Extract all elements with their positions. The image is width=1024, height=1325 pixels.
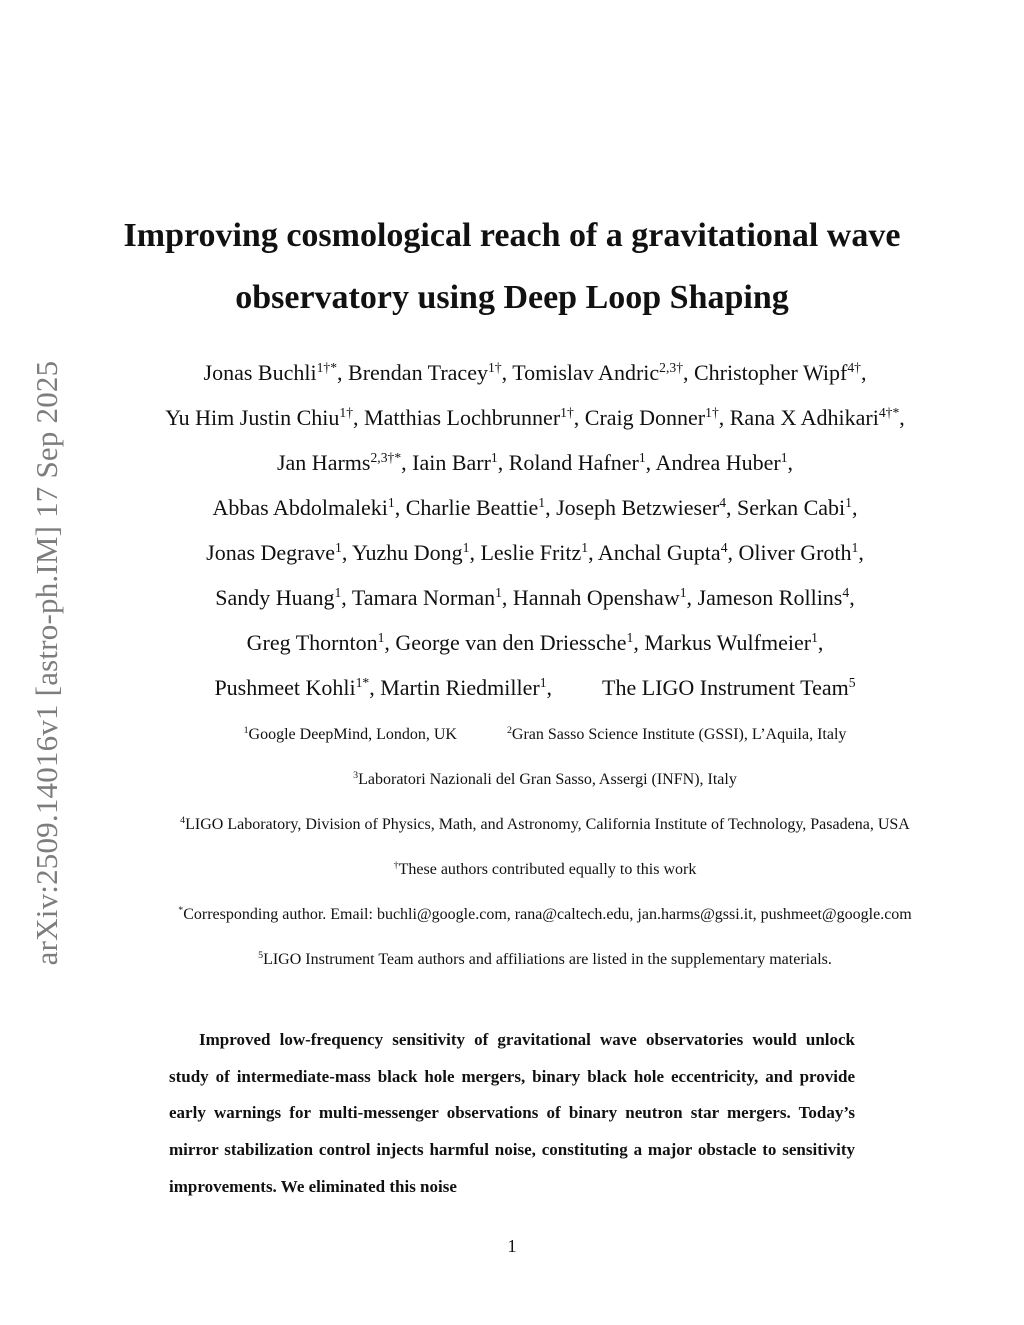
affiliation-marker: 2	[506, 725, 512, 737]
author	[480, 540, 597, 565]
affiliation-marker: 1	[780, 449, 788, 465]
affiliation-marker: 4†*	[878, 404, 900, 420]
author-name: Craig Donner	[584, 405, 706, 430]
author-separator: ,	[401, 450, 413, 475]
author	[412, 450, 509, 475]
author-name: Matthias Lochbrunner	[364, 405, 561, 430]
author-name: Abbas Abdolmaleki	[212, 495, 388, 520]
author	[348, 360, 512, 385]
author-separator: ,	[341, 540, 353, 565]
author-separator: ,	[683, 360, 694, 385]
author-separator: ,	[633, 630, 645, 655]
author-name: Rana X Adhikari	[729, 405, 879, 430]
author	[204, 360, 349, 385]
author-line	[90, 445, 980, 490]
affiliation-marker: 4†	[847, 359, 861, 375]
author-separator: ,	[817, 630, 824, 655]
author	[737, 495, 857, 520]
affiliation-marker: *	[178, 905, 184, 917]
author	[509, 450, 656, 475]
author-name: Anchal Gupta	[597, 540, 721, 565]
affiliation-marker: 4	[719, 494, 727, 510]
author	[730, 405, 905, 430]
affiliation-text: Google DeepMind, London, UK	[248, 726, 457, 743]
affiliation-marker: 1	[490, 449, 498, 465]
author-separator: ,	[545, 495, 557, 520]
author-name: George van den Driessche	[395, 630, 627, 655]
author-name: Sandy Huang	[215, 585, 335, 610]
affiliation-marker: 2,3†	[659, 359, 683, 375]
author-name: Tamara Norman	[351, 585, 496, 610]
affiliation-marker: 1	[811, 629, 818, 645]
author	[698, 585, 855, 610]
author	[206, 540, 352, 565]
author	[694, 360, 866, 385]
author	[364, 405, 585, 430]
affiliations	[80, 722, 1010, 992]
affiliation-marker: 1	[387, 494, 395, 510]
author-name: Martin Riedmiller	[380, 675, 540, 700]
affiliation-5	[80, 947, 1010, 992]
author-name: Oliver Groth	[738, 540, 852, 565]
affiliation-marker: 1	[539, 674, 547, 690]
author-line	[90, 490, 980, 535]
affiliation-marker: 1	[243, 725, 249, 737]
page-number: 1	[507, 1236, 517, 1256]
author-separator: ,	[546, 675, 553, 700]
author-name: Iain Barr	[412, 450, 491, 475]
arxiv-identifier: arXiv:2509.14016v1 [astro-ph.IM] 17 Sep 2025	[29, 360, 64, 966]
affiliation-text: These authors contributed equally to this work	[398, 861, 697, 878]
affiliation-marker: 1	[334, 584, 342, 600]
affiliation-4	[80, 812, 1010, 857]
author-name: Charlie Beattie	[405, 495, 539, 520]
author-list	[90, 355, 980, 715]
author-separator: ,	[726, 495, 738, 520]
author-name: Serkan Cabi	[737, 495, 846, 520]
affiliation-marker: 1	[638, 449, 646, 465]
author-separator: ,	[858, 540, 864, 565]
abstract: Improved low-frequency sensitivity of gravitational wave observatories would unlock study of intermediate-mass black hole mergers, binary black hole eccentricity, and provide early warnings for multi-messenger observations of binary neutron star mergers. Today’s mirror stabilization control injects harmful noise, constituting a major obstacle to sensitivity improvements. We eliminated this noise	[169, 1030, 855, 1196]
author	[602, 675, 856, 700]
affiliation-3	[80, 767, 1010, 812]
affiliation-marker: 1†	[705, 404, 719, 420]
affiliation-marker: †	[393, 860, 399, 872]
affiliation-marker: 1	[495, 584, 502, 600]
author	[277, 450, 412, 475]
affiliation-marker: 1	[581, 539, 589, 555]
author-name: Leslie Fritz	[480, 540, 582, 565]
author-separator: ,	[645, 450, 656, 475]
author-line	[90, 355, 980, 400]
author	[214, 675, 380, 700]
author	[352, 540, 480, 565]
author	[352, 585, 513, 610]
affiliation-marker: 1†	[560, 404, 574, 420]
author-separator: ,	[727, 540, 739, 565]
affiliation-1	[244, 726, 457, 743]
affiliation-text: LIGO Instrument Team authors and affiliations are listed in the supplementary materials.	[263, 951, 832, 968]
affiliation-text: Laboratori Nazionali del Gran Sasso, Assergi (INFN), Italy	[358, 771, 737, 788]
author-separator: ,	[394, 495, 406, 520]
author-separator: ,	[341, 585, 352, 610]
affiliation-marker: 1	[335, 539, 342, 555]
author-name: Brendan Tracey	[348, 360, 488, 385]
author	[215, 585, 352, 610]
author-separator: ,	[860, 360, 867, 385]
equal-contribution-note	[80, 857, 1010, 902]
corresponding-author-note	[80, 902, 1010, 947]
affiliation-marker: 1	[626, 629, 634, 645]
affiliation-marker: 1†	[487, 359, 502, 375]
author-name: Jonas Buchli	[203, 360, 317, 385]
affiliation-marker: 1†*	[316, 359, 338, 375]
author-separator: ,	[787, 450, 794, 475]
author-separator: ,	[501, 360, 513, 385]
author-name: Markus Wulfmeier	[644, 630, 812, 655]
affiliation-marker: 3	[353, 770, 359, 782]
author-separator: ,	[588, 540, 598, 565]
author	[556, 495, 737, 520]
affiliation-marker: 2,3†*	[370, 449, 402, 465]
affiliation-marker: 5	[848, 674, 856, 690]
author	[380, 675, 552, 700]
author	[585, 405, 730, 430]
author-line	[90, 625, 980, 670]
author-name: Jonas Degrave	[206, 540, 336, 565]
affiliation-marker: 4	[842, 584, 850, 600]
author	[513, 585, 698, 610]
author-name: Jameson Rollins	[697, 585, 843, 610]
author-name: Pushmeet Kohli	[214, 675, 356, 700]
affiliation-marker: 1	[462, 539, 470, 555]
author-separator: ,	[384, 630, 396, 655]
author-name: Christopher Wipf	[694, 360, 848, 385]
author-name: Andrea Huber	[655, 450, 781, 475]
author	[165, 405, 364, 430]
affiliation-marker: 1	[851, 539, 859, 555]
author-separator: ,	[501, 585, 513, 610]
author-name: Roland Hafner	[508, 450, 639, 475]
author-separator: ,	[849, 585, 855, 610]
affiliation-marker: 1	[845, 494, 852, 510]
author-separator: ,	[851, 495, 858, 520]
affiliation-text: Corresponding author. Email: buchli@google.com, rana@caltech.edu, jan.harms@gssi.it, pushmeet@google.com	[183, 906, 912, 923]
affiliation-marker: 1	[679, 584, 687, 600]
paper-title: Improving cosmological reach of a gravitational wave observatory using Deep Loop Shaping	[123, 217, 901, 316]
author-separator: ,	[369, 675, 381, 700]
author-name: Greg Thornton	[246, 630, 378, 655]
author-line	[90, 535, 980, 580]
affiliation-text: LIGO Laboratory, Division of Physics, Math, and Astronomy, California Institute of Technology, Pasadena, USA	[185, 816, 910, 833]
affiliation-marker: 1	[538, 494, 546, 510]
author-separator: ,	[573, 405, 585, 430]
affiliation-marker: 1†	[339, 404, 354, 420]
author-name: Hannah Openshaw	[512, 585, 680, 610]
affiliation-marker: 4	[720, 539, 728, 555]
author	[213, 495, 406, 520]
author-name: Yu Him Justin Chiu	[165, 405, 340, 430]
author-line	[90, 400, 980, 445]
author-separator: ,	[718, 405, 730, 430]
author	[644, 630, 823, 655]
author-separator: ,	[899, 405, 905, 430]
author-name: Tomislav Andric	[512, 360, 660, 385]
author-name: The LIGO Instrument Team	[602, 675, 849, 700]
author-name: Joseph Betzwieser	[556, 495, 720, 520]
author-separator: ,	[497, 450, 509, 475]
author	[598, 540, 739, 565]
author	[512, 360, 694, 385]
affiliation-text: Gran Sasso Science Institute (GSSI), L’Aquila, Italy	[511, 726, 847, 743]
author-separator: ,	[686, 585, 698, 610]
author-separator: ,	[353, 405, 365, 430]
affiliation-line	[80, 722, 1010, 767]
affiliation-2	[507, 726, 846, 743]
author	[655, 450, 793, 475]
author	[247, 630, 396, 655]
author-line	[90, 580, 980, 625]
author	[739, 540, 864, 565]
author	[406, 495, 556, 520]
author-name: Yuzhu Dong	[352, 540, 463, 565]
author	[395, 630, 644, 655]
author-name: Jan Harms	[276, 450, 371, 475]
affiliation-marker: 1*	[355, 674, 370, 690]
affiliation-marker: 4	[180, 815, 186, 827]
author-line	[90, 670, 980, 715]
author-separator: ,	[337, 360, 349, 385]
author-separator: ,	[469, 540, 481, 565]
affiliation-marker: 1	[377, 629, 385, 645]
affiliation-marker: 5	[258, 950, 264, 962]
